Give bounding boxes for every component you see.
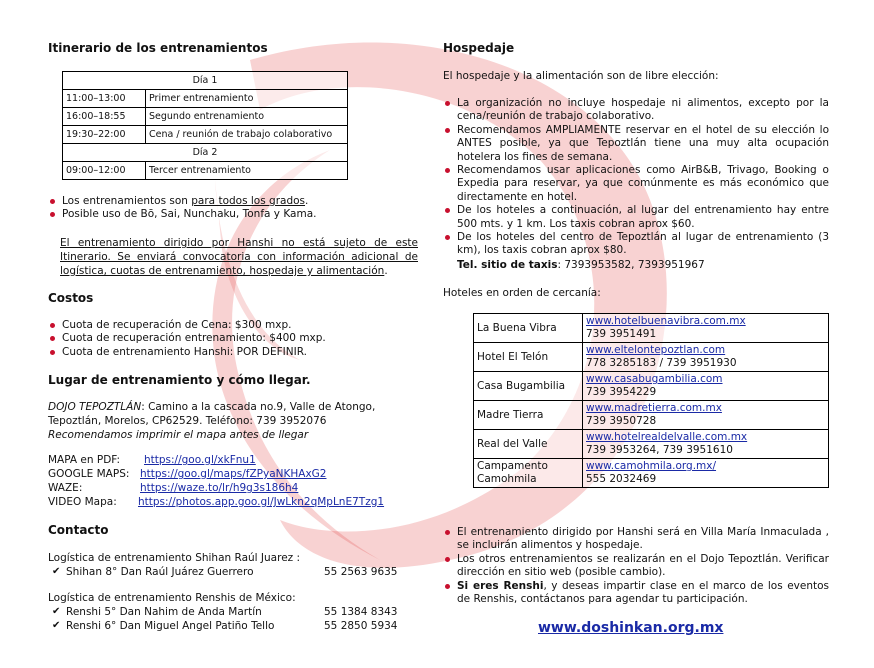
hotel-name: La Buena Vibra	[474, 314, 583, 343]
hotel-website-link[interactable]: www.madretierra.com.mx	[586, 402, 722, 414]
list-item: Recomendamos AMPLIAMENTE reservar en el hotel de su elección lo ANTES posible, ya que Tepoztlán tiene una muy alta ocupación hotelera los fines de semana.	[443, 124, 829, 164]
taxi-phones: Tel. sitio de taxis: 7393953582, 7393951967	[457, 259, 705, 271]
hotels-intro: Hoteles en orden de cercanía:	[443, 287, 601, 299]
waze-link[interactable]: https://waze.to/lr/h9g3s186h4	[140, 482, 299, 494]
contact-group2-title: Logística de entrenamiento Renshis de México:	[48, 592, 296, 604]
list-item: De los hoteles a continuación, al lugar del entrenamiento hay entre 500 mts. y 1 km. Los taxis cobran aprox $60.	[443, 204, 829, 231]
itinerary-bullets	[48, 195, 418, 222]
hotel-phone: 739 3954229	[586, 386, 657, 398]
list-item: ✔ Shihan 8° Dan Raúl Juárez Guerrero 55 2563 9635	[52, 566, 398, 578]
recommend-note: Recomendamos imprimir el mapa antes de llegar	[48, 429, 309, 441]
venue-name: DOJO TEPOZTLÁN	[48, 401, 142, 413]
list-item: Cuota de entrenamiento Hanshi: POR DEFINIR.	[48, 346, 418, 359]
hotel-phone: 739 3953264, 739 3951610	[586, 444, 733, 456]
table-row	[63, 108, 348, 126]
list-item: Si eres Renshi, y deseas impartir clase en el marco de los eventos de Renshis, contáctanos para agendar tu participación.	[443, 580, 829, 607]
activity-cell: Segundo entrenamiento	[146, 108, 348, 126]
table-row	[474, 314, 829, 343]
costs-list	[48, 319, 418, 359]
hotel-website-link[interactable]: www.hotelbuenavibra.com.mx	[586, 315, 746, 327]
list-item: Los otros entrenamientos se realizarán en el Dojo Tepoztlán. Verificar dirección en sitio web (posible cambio).	[443, 553, 829, 580]
hotel-name: Campamento Camohmila	[474, 459, 583, 488]
list-item: El entrenamiento dirigido por Hanshi será en Villa María Inmaculada , se incluirán alimentos y hospedaje.	[443, 526, 829, 553]
table-row	[474, 401, 829, 430]
check-icon: ✔	[52, 606, 61, 617]
lodging-title: Hospedaje	[443, 41, 515, 55]
check-icon: ✔	[52, 620, 61, 631]
contact-title: Contacto	[48, 523, 109, 537]
hotel-phone: 555 2032469	[586, 473, 657, 485]
list-item: Los entrenamientos son para todos los grados.	[48, 195, 418, 208]
table-row	[474, 343, 829, 372]
costs-title: Costos	[48, 291, 94, 305]
event-notes	[443, 526, 829, 606]
list-item: ✔ Renshi 5° Dan Nahim de Anda Martín 55 1384 8343	[52, 606, 398, 618]
table-row	[474, 430, 829, 459]
time-cell: 11:00–13:00	[63, 90, 146, 108]
list-item: Recomendamos usar aplicaciones como AirB&B, Trivago, Booking o Expedia para reservar, ya que comúnmente es más económico que directamente en hotel.	[443, 164, 829, 204]
contact-group1	[48, 565, 420, 579]
location-title: Lugar de entrenamiento y cómo llegar.	[48, 373, 311, 387]
time-cell: 19:30–22:00	[63, 126, 146, 144]
itinerary-title: Itinerario de los entrenamientos	[48, 41, 268, 55]
time-cell: 16:00–18:55	[63, 108, 146, 126]
hotel-phone: 739 3950728	[586, 415, 657, 427]
table-row	[63, 162, 348, 180]
check-icon: ✔	[52, 566, 61, 577]
hotel-website-link[interactable]: www.hotelrealdelvalle.com.mx	[586, 431, 748, 443]
activity-cell: Tercer entrenamiento	[146, 162, 348, 180]
list-item: ✔ Renshi 6° Dan Miguel Angel Patiño Tello 55 2850 5934	[52, 620, 398, 632]
activity-cell: Primer entrenamiento	[146, 90, 348, 108]
lodging-intro: El hospedaje y la alimentación son de libre elección:	[443, 70, 719, 82]
video-map-link[interactable]: https://photos.app.goo.gl/JwLkn2qMpLnE7Tzg1	[138, 496, 385, 508]
time-cell: 09:00–12:00	[63, 162, 146, 180]
contact-group1-title: Logística de entrenamiento Shihan Raúl Juarez :	[48, 552, 301, 564]
table-row	[474, 459, 829, 488]
itinerary-note: El entrenamiento dirigido por Hanshi no está sujeto de este Itinerario. Se enviará convocatoria con información adicional de logística, cuotas de entrenamiento, hospedaje y alimentación.	[60, 237, 418, 277]
hotel-name: Madre Tierra	[474, 401, 583, 430]
table-row	[63, 90, 348, 108]
list-item: Cuota de recuperación de Cena: $300 mxp.	[48, 319, 418, 332]
activity-cell: Cena / reunión de trabajo colaborativo	[146, 126, 348, 144]
hotel-phone: 739 3951491	[586, 328, 657, 340]
day2-header: Día 2	[63, 144, 348, 162]
hotel-website-link[interactable]: www.camohmila.org.mx/	[586, 460, 717, 472]
hotel-website-link[interactable]: www.eltelontepoztlan.com	[586, 344, 726, 356]
table-row	[63, 126, 348, 144]
map-links: MAPA en PDF: https://goo.gl/xkFnu1 GOOGLE MAPS: https://goo.gl/maps/fZPyaNKHAxG2 WAZE: https://waze.to/lr/h9g3s186h4 VIDEO Mapa: https://photos.app.goo.gl/JwLkn2qMpLnE7Tzg1	[48, 454, 385, 508]
list-item: De los hoteles del centro de Tepoztlán al lugar de entrenamiento (3 km), los taxis cobran aprox $80.	[443, 231, 829, 258]
address-block: DOJO TEPOZTLÁN: Camino a la cascada no.9, Valle de Atongo, Tepoztlán, Morelos, CP62529. Teléfono: 739 3952076 Recomendamos imprimir el mapa antes de llegar	[48, 401, 376, 441]
google-maps-link[interactable]: https://goo.gl/maps/fZPyaNKHAxG2	[140, 468, 327, 480]
lodging-bullets	[443, 97, 829, 258]
contact-group2	[48, 605, 420, 633]
hotel-name: Real del Valle	[474, 430, 583, 459]
website-link[interactable]: www.doshinkan.org.mx	[538, 620, 724, 636]
hotel-name: Hotel El Telón	[474, 343, 583, 372]
table-row	[474, 372, 829, 401]
hotels-table	[473, 313, 829, 488]
list-item: Posible uso de Bō, Sai, Nunchaku, Tonfa y Kama.	[48, 208, 418, 221]
hotel-name: Casa Bugambilia	[474, 372, 583, 401]
list-item: Cuota de recuperación entrenamiento: $400 mxp.	[48, 332, 418, 345]
day1-header: Día 1	[63, 72, 348, 90]
hotel-phone: 778 3285183 / 739 3951930	[586, 357, 737, 369]
itinerary-table	[62, 71, 348, 180]
hotel-website-link[interactable]: www.casabugambilia.com	[586, 373, 723, 385]
list-item: La organización no incluye hospedaje ni alimentos, excepto por la cena/reunión de trabajo colaborativo.	[443, 97, 829, 124]
pdf-map-link[interactable]: https://goo.gl/xkFnu1	[144, 454, 256, 466]
